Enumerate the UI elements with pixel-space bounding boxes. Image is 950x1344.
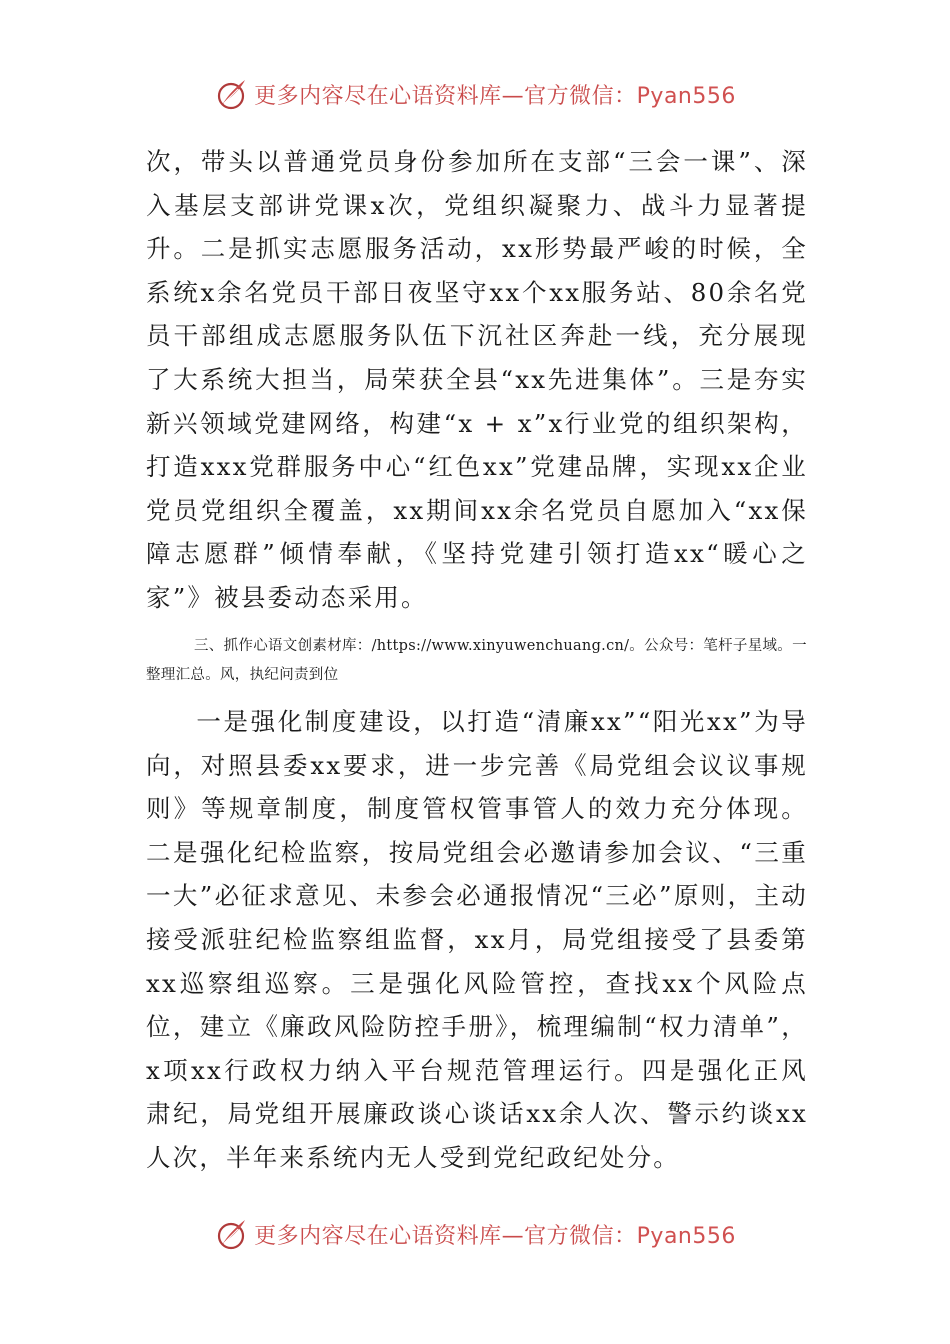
- header-wechat-handle: Pyan556: [636, 83, 736, 109]
- header-banner: [0, 70, 950, 118]
- section-heading: 三、抓作心语文创素材库：/https://www.xinyuwenchuang.cn/。公众号：笔杆子星域。一整理汇总。风，执纪问责到位: [146, 638, 807, 683]
- footer-wechat-handle: Pyan556: [636, 1223, 736, 1249]
- paragraph-party-building: 次，带头以普通党员身份参加所在支部“三会一课”、深入基层支部讲党课x次，党组织凝聚力、战斗力显著提升。二是抓实志愿服务活动，xx形势最严峻的时候，全系统x余名党员干部日夜坚守xx个xx服务站、80余名党员干部组成志愿服务队伍下沉社区奔赴一线，充分展现了大系统大担当，局荣获全县“xx先进集体”。三是夯实新兴领域党建网络，构建“x + x”x行业党的组织架构，打造xxx党群服务中心“红色xx”党建品牌，实现xx企业党员党组织全覆盖，xx期间xx余名党员自愿加入“xx保障志愿群”倾情奉献，《坚持党建引领打造xx“暖心之家”》被县委动态采用。: [146, 147, 808, 612]
- feather-logo-icon: [214, 77, 248, 111]
- footer-banner-text: 更多内容尽在心语资料库—官方微信：Pyan556: [254, 1223, 736, 1249]
- header-banner-text: 更多内容尽在心语资料库—官方微信：Pyan556: [254, 83, 736, 109]
- feather-logo-icon: [214, 1217, 248, 1251]
- footer-banner: [0, 1210, 950, 1258]
- paragraph-discipline: 一是强化制度建设，以打造“清廉xx”“阳光xx”为导向，对照县委xx要求，进一步完善《局党组会议议事规则》等规章制度，制度管权管事管人的效力充分体现。二是强化纪检监察，按局党组会必邀请参加会议、“三重一大”必征求意见、未参会必通报情况“三必”原则，主动接受派驻纪检监察组监督，xx月，局党组接受了县委第xx巡察组巡察。三是强化风险管控，查找xx个风险点位，建立《廉政风险防控手册》，梳理编制“权力清单”，x项xx行政权力纳入平台规范管理运行。四是强化正风肃纪，局党组开展廉政谈心谈话xx余人次、警示约谈xx人次，半年来系统内无人受到党纪政纪处分。: [146, 707, 808, 1172]
